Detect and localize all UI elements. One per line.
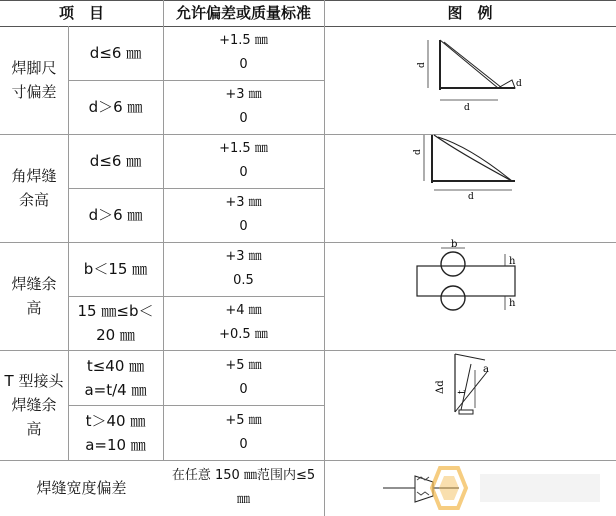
header-item: 项 目 xyxy=(58,4,104,22)
condition-cell: 15 ㎜≤b＜ 20 ㎜ xyxy=(77,302,154,344)
group-weld-leg-size: 焊脚尺 寸偏差 xyxy=(11,59,57,101)
group-t-joint-reinforcement: T 型接头 焊缝余 高 xyxy=(4,372,64,438)
tolerance-cell: +3 ㎜ 0.5 xyxy=(225,249,262,288)
fig4-label: t xyxy=(457,389,468,394)
fillet-reinforcement-figure xyxy=(413,135,530,235)
group-weld-reinforcement: 焊缝余 高 xyxy=(11,275,57,317)
fig1-label: d xyxy=(464,103,470,113)
condition-cell: d≤6 ㎜ xyxy=(89,152,142,170)
condition-cell: d＞6 ㎜ xyxy=(88,206,143,224)
tolerance-cell: 在任意 150 ㎜范围内≤5 ㎜ xyxy=(171,468,316,507)
tolerance-cell: +3 ㎜ 0 xyxy=(225,195,262,234)
tolerance-cell: +5 ㎜ 0 xyxy=(225,412,262,452)
fig3-label: b xyxy=(451,239,458,250)
tolerance-cell: +5 ㎜ 0 xyxy=(225,357,262,397)
fig2-label: d xyxy=(413,149,423,155)
group-fillet-reinforcement: 角焊缝 余高 xyxy=(11,167,57,209)
fig3-label: h xyxy=(509,298,516,309)
condition-cell: t＞40 ㎜ a=10 ㎜ xyxy=(85,411,146,454)
fig2-label: d xyxy=(468,192,474,202)
tolerance-cell: +4 ㎜ +0.5 ㎜ xyxy=(219,303,268,342)
condition-cell: b＜15 ㎜ xyxy=(83,260,148,278)
t-joint-figure xyxy=(425,352,515,458)
header-figure: 图 例 xyxy=(447,4,493,22)
condition-cell: d≤6 ㎜ xyxy=(89,44,142,62)
fillet-leg-size-figure xyxy=(417,30,530,130)
fig3-label: h xyxy=(509,256,516,267)
fig1-label: d xyxy=(516,79,522,89)
group-weld-width-deviation: 焊缝宽度偏差 xyxy=(36,479,127,497)
tolerance-cell: +3 ㎜ 0 xyxy=(225,87,262,126)
fig1-label: d xyxy=(417,62,427,68)
header-tolerance: 允许偏差或质量标准 xyxy=(175,4,311,22)
fig4-label: a xyxy=(483,364,489,375)
tolerance-cell: +1.5 ㎜ 0 xyxy=(219,141,268,180)
tolerance-cell: +1.5 ㎜ 0 xyxy=(219,33,268,72)
condition-cell: d＞6 ㎜ xyxy=(88,98,143,116)
watermark-logo-icon xyxy=(420,462,610,516)
butt-weld-figure xyxy=(415,239,535,348)
fig4-label: Δd xyxy=(435,380,446,394)
condition-cell: t≤40 ㎜ a=t/4 ㎜ xyxy=(84,356,147,399)
